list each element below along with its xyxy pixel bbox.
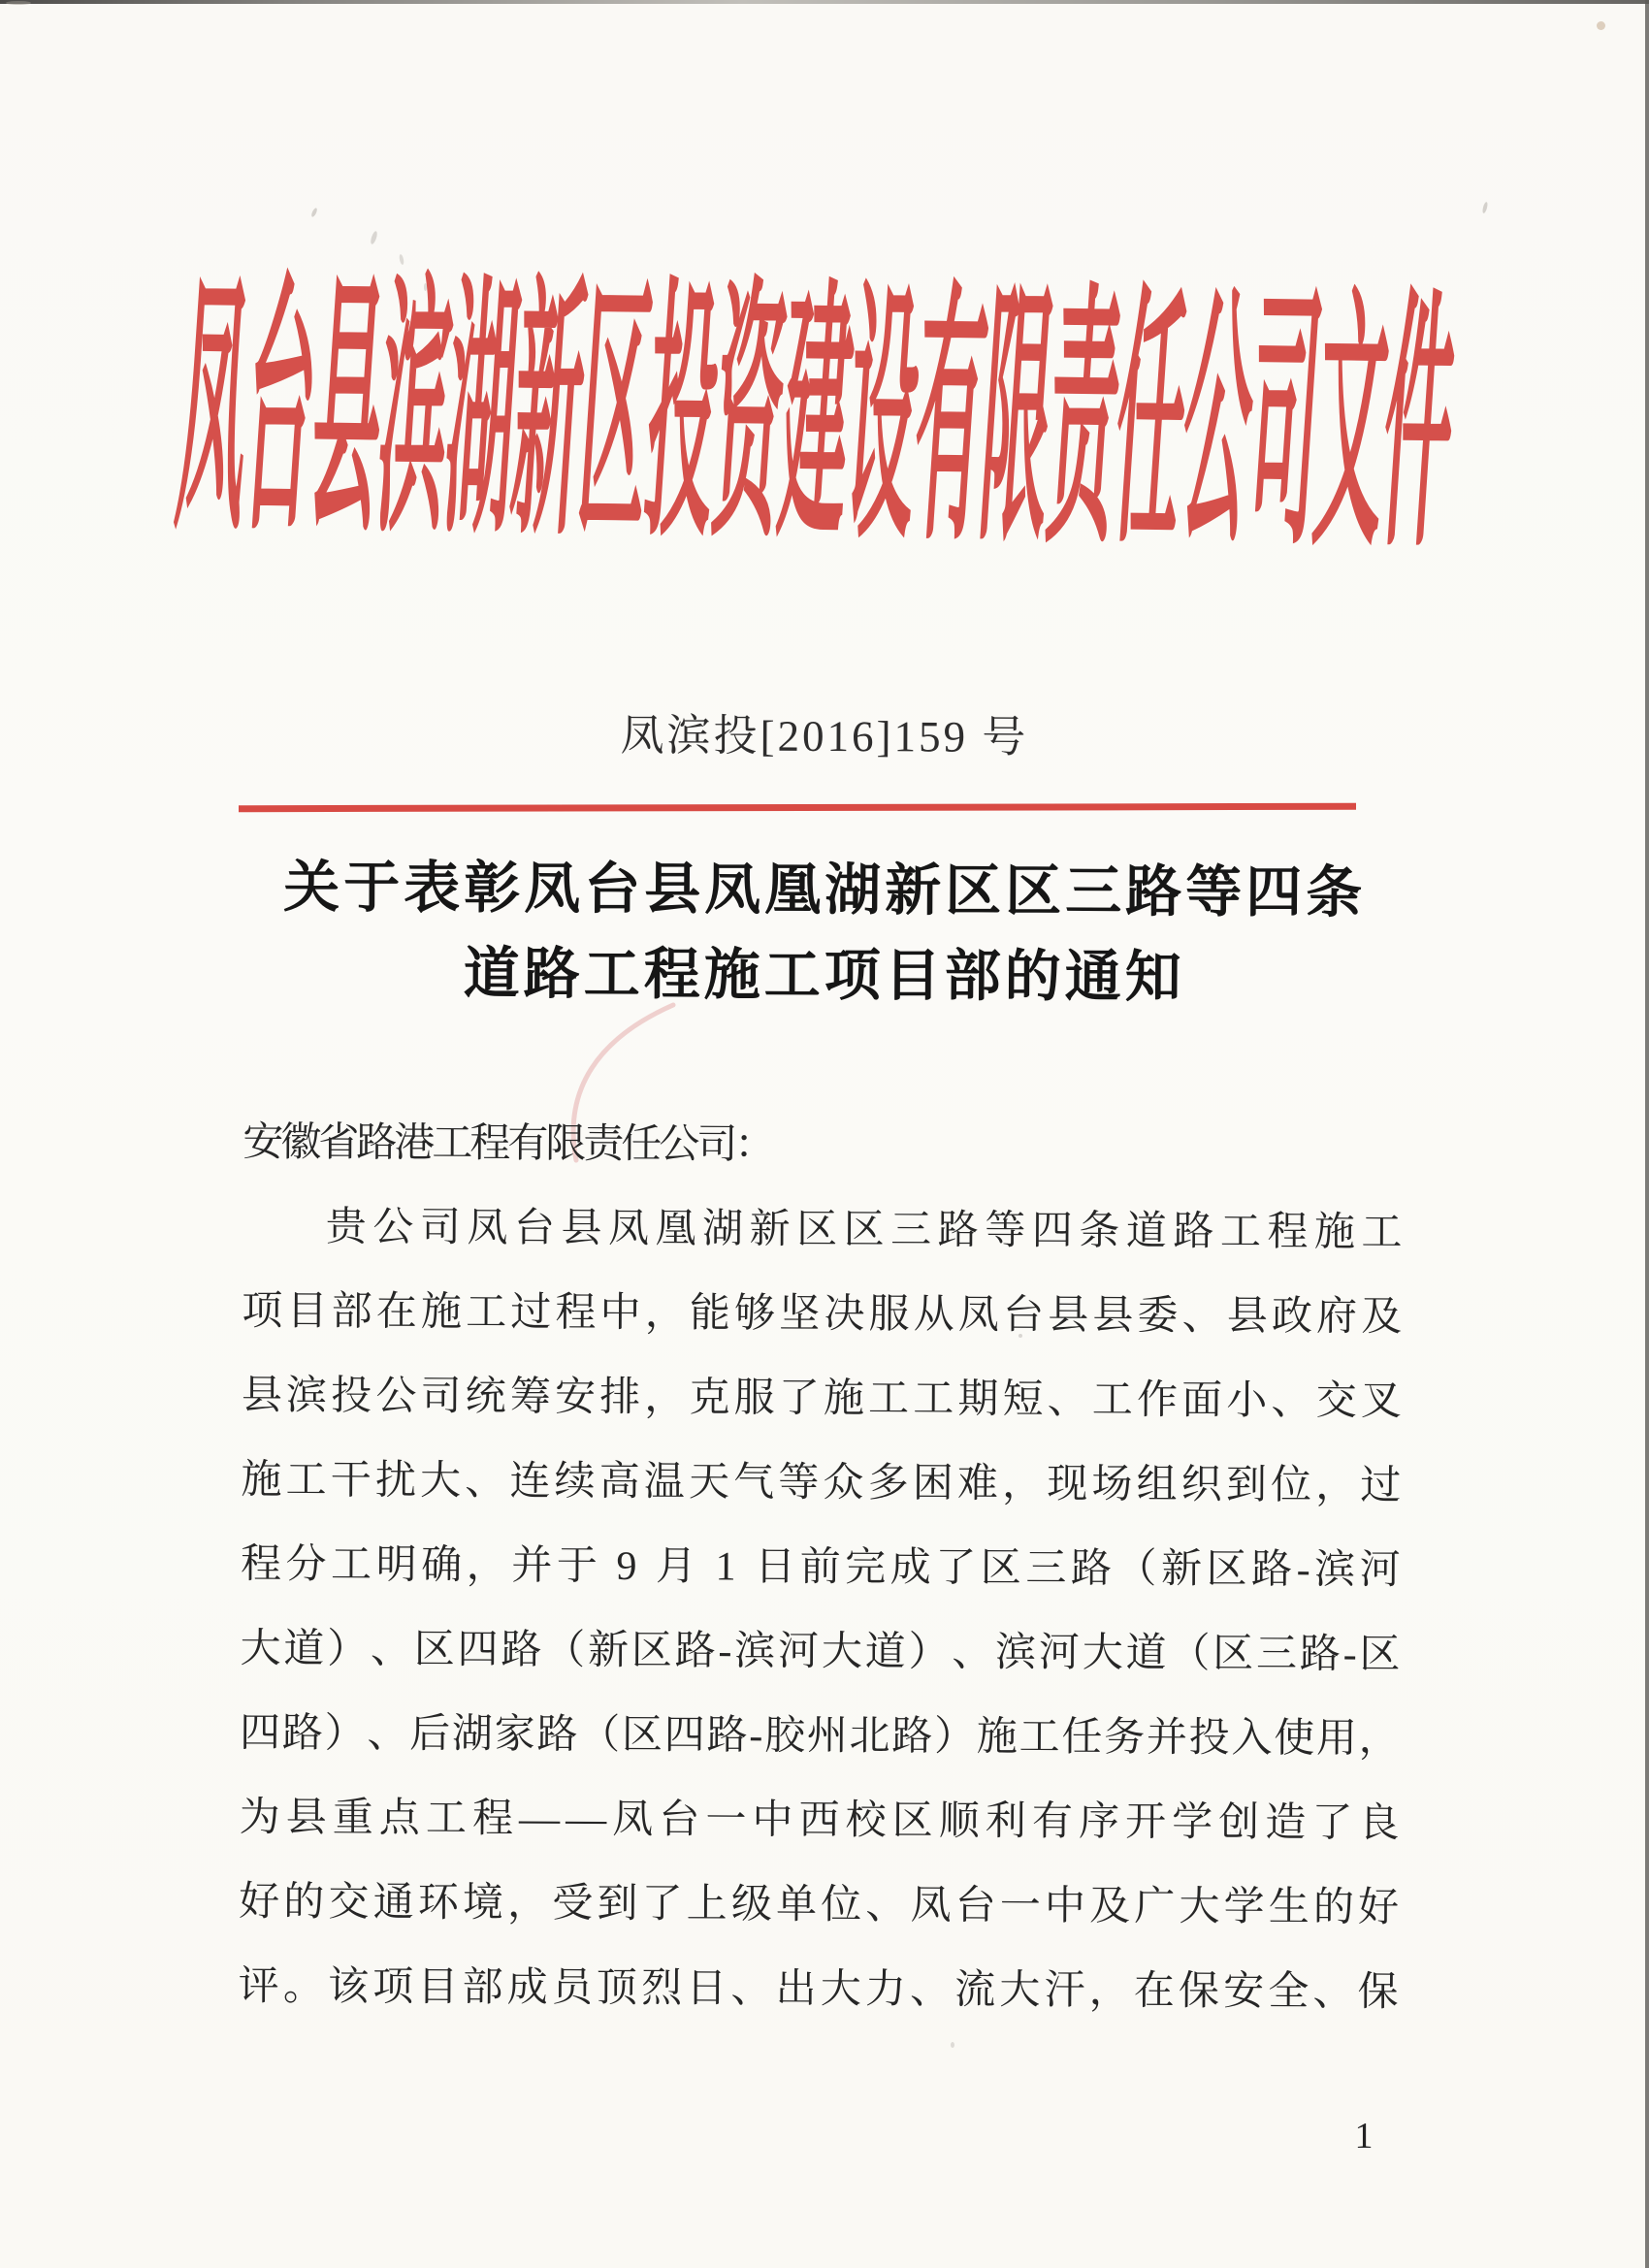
salutation: 安徽省路港工程有限责任公司：	[242, 1119, 773, 1168]
scan-top-edge	[0, 0, 1649, 4]
document-body	[239, 1101, 1404, 2035]
scan-smudge	[6, 1, 31, 5]
body-line: 施 工 干 扰 大 、 连 续 高 温 天 气 等 众 多 困 难 ， 现 场 组 织 到 位 ， 过	[241, 1457, 1402, 1509]
notice-title-line1: 关于表彰凤台县凤凰湖新区区三路等四条	[283, 856, 1367, 924]
red-header-org-title: 凤台县滨湖新区投资建设有限责任公司文件	[169, 262, 1462, 583]
scan-smudge	[310, 208, 318, 218]
body-line: 贵 公 司 凤 台 县 凤 凰 湖 新 区 区 三 路 等 四 条 道 路 工 程 施 工	[325, 1205, 1403, 1256]
body-line: 好 的 交 通 环 境 ， 受 到 了 上 级 单 位 、 凤 台 一 中 及 广 大 学 生 的 好	[239, 1879, 1400, 1931]
body-line: 为 县 重 点 工 程 — — 凤 台 一 中 西 校 区 顺 利 有 序 开 学 创 造 了 良	[239, 1795, 1400, 1847]
document-number: 凤滨投[2016]159 号	[620, 711, 1029, 761]
body-line: 四 路 ） 、 后 湖 家 路 （ 区 四 路 - 胶 州 北 路 ） 施 工 任 务 并 投 入 使 用 ，	[239, 1710, 1400, 1763]
scan-smudge	[1597, 21, 1605, 30]
body-line: 评 。 该 项 目 部 成 员 顶 烈 日 、 出 大 力 、 流 大 汗 ， 在 保 安 全 、 保	[238, 1963, 1399, 2016]
body-line: 项 目 部 在 施 工 过 程 中 ， 能 够 坚 决 服 从 凤 台 县 县 委 、 县 政 府 及	[242, 1288, 1403, 1341]
scan-smudge	[951, 2042, 954, 2048]
page-number: 1	[1354, 2116, 1374, 2156]
scan-smudge	[370, 231, 378, 245]
scan-smudge	[399, 254, 404, 266]
body-line: 县 滨 投 公 司 统 筹 安 排 ， 克 服 了 施 工 工 期 短 、 工 作 面 小 、 交 叉	[241, 1373, 1402, 1425]
red-divider-line	[239, 803, 1356, 812]
scan-smudge	[1482, 202, 1489, 214]
notice-title-line2: 道路工程施工项目部的通知	[463, 942, 1185, 1009]
body-line: 程 分 工 明 确 ， 并 于 9 月 1 日 前 完 成 了 区 三 路 （ 新 区 路 - 滨 河	[240, 1541, 1401, 1594]
body-line: 大 道 ） 、 区 四 路 （ 新 区 路 - 滨 河 大 道 ） 、 滨 河 大 道 （ 区 三 路 - 区	[240, 1626, 1401, 1678]
notice-title	[0, 844, 1649, 1023]
